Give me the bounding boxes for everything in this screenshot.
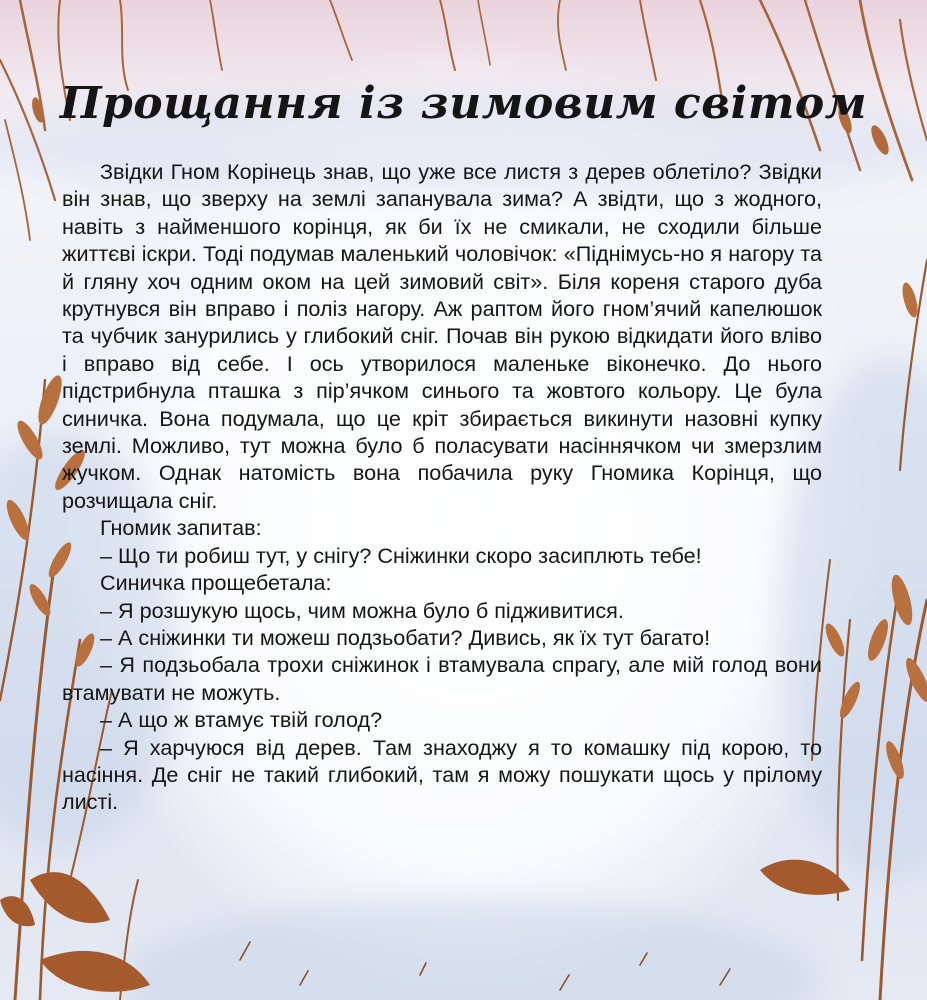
dialogue-line: – Я харчуюся від дерев. Там знаходжу я то комашку під корою, то насіння. Де сніг не такий глибокий, там я можу пошукати щось у прілому листі. [62,734,822,815]
dialogue-line: – Я розшукую щось, чим можна було б підживитися. [100,597,624,623]
dialogue-line: – А сніжинки ти можеш подзьобати? Дивись, як їх тут багато! [100,624,711,650]
dialogue-line: – А що ж втамує твій голод? [100,707,383,733]
page-title: Прощання із зимовим світом [59,78,868,129]
dialogue-line: – Що ти робиш тут, у снігу? Сніжинки скоро засиплють тебе! [100,542,702,568]
story-text [62,158,822,816]
dialogue-line: – Я подзьобала трохи сніжинок і втамувала спрагу, але мій голод вони втамувати не можуть. [62,652,822,705]
story-paragraph: Звідки Гном Корінець знав, що уже все листя з дерев облетіло? Звідки він знав, що зверху на землі запанувала зима? А звідти, що з жодного, навіть з найменшого корінця, як би їх не смикали, не сходили більше життєві іскри. Тоді подумав маленький чоловічок: «Піднімусь-но я нагору та й гляну хоч одним оком на цей зимовий світ». Біля кореня старого дуба крутнувся він вправо і поліз нагору. Аж раптом його гном’ячий капелюшок та чубчик занурились у глибокий сніг. Почав він рукою відкидати його вліво і вправо від себе. І ось утворилося маленьке віконечко. До нього підстрибнула пташка з пір’ячком синього та жовтого кольору. Це була синичка. Вона подумала, що це кріт збирається викинути назовні купку землі. Можливо, тут можна було б поласувати насіннячком чи змерзлим жучком. Однак натомість вона побачила руку Гномика Корінця, що розчищала сніг. [62,159,822,513]
story-paragraph: Синичка прощебетала: [100,570,332,596]
story-paragraph: Гномик запитав: [100,515,262,541]
